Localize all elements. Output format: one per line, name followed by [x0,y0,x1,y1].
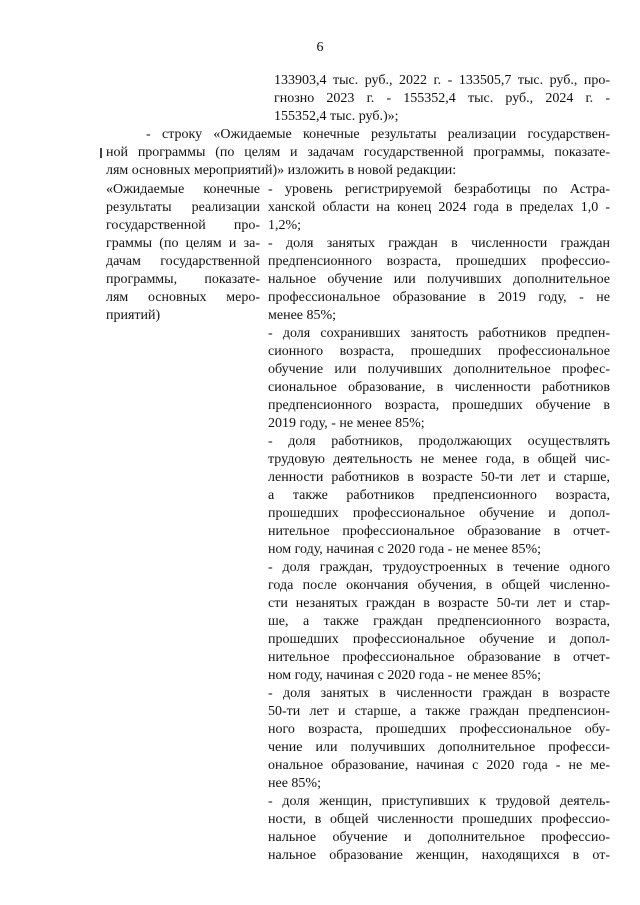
right-cell-line: нальное обучение или получивших дополнительное [268,272,610,287]
left-cell-line: граммы (по целям и за- [106,236,260,251]
left-cell-line: дачам государственной [106,254,260,269]
left-cell-line: лям основных меро- [106,290,260,305]
right-cell-line: - доля занятых в численности граждан в возрасте [268,686,610,701]
right-cell-line: нее 85%; [268,776,321,791]
right-cell-line: ном году, начиная с 2020 года - не менее 85%; [268,668,542,683]
right-cell-line: прошедших профессиональное обучение и допол- [268,506,610,521]
left-cell-line: государственной про- [106,218,260,233]
right-cell-line: - доля работников, продолжающих осуществлять [268,434,610,449]
right-cell-line: нальное обучение и дополнительное профессио- [268,830,610,845]
right-cell-line: - уровень регистрируемой безработицы по Астра- [268,182,610,197]
right-cell-line: ного возраста, прошедших профессиональное обу- [268,722,610,737]
right-cell-line: 2019 году, - не менее 85%; [268,416,425,431]
right-cell-line: ханской области на конец 2024 года в пределах 1,0 - [268,200,610,215]
right-cell-line: предпенсионного возраста, прошедших обучение в [268,398,610,413]
right-cell-line: - доля сохранивших занятость работников предпен- [268,326,610,341]
right-cell-line: предпенсионного возраста, прошедших профессио- [268,254,610,269]
right-cell-line: - доля граждан, трудоустроенных в течение одного [268,560,610,575]
right-cell-line: прошедших профессиональное обучение и допол- [268,632,610,647]
right-cell-line: - доля занятых граждан в численности граждан [268,236,610,251]
left-cell-line: программы, показате- [106,272,260,287]
right-cell-line: ше, а также граждан предпенсионного возраста, [268,614,610,629]
page-number: 6 [316,40,324,55]
right-cell-line: нительное профессиональное образование в отчет- [268,650,610,665]
intro-line: лям основных мероприятий)» изложить в новой редакции: [106,163,457,178]
right-cell-line: сиональное образование, в численности работников [268,380,610,395]
intro-line: - строку «Ожидаемые конечные результаты реализации государствен- [146,127,610,142]
left-cell-line: «Ожидаемые конечные [106,182,260,197]
right-cell-line: 50-ти лет и старше, а также граждан предпенсион- [268,704,610,719]
right-cell-line: 1,2%; [268,218,302,233]
right-cell-line: ональное образование, начиная с 2020 года - не ме- [268,758,610,773]
continuation-line: гнозно 2023 г. - 155352,4 тыс. руб., 2024 г. - [274,91,610,106]
right-cell-line: менее 85%; [268,308,337,323]
right-cell-line: сионного возраста, прошедших профессиональное [268,344,610,359]
right-cell-line: - доля женщин, приступивших к трудовой деятель- [268,794,610,809]
right-cell-line: сти незанятых граждан в возрасте 50-ти лет и стар- [268,596,610,611]
right-cell-line: ном году, начиная с 2020 года - не менее 85%; [268,542,542,557]
right-cell-line: ности, в общей численности прошедших профессио- [268,812,610,827]
right-cell-line: года после окончания обучения, в общей численно- [268,578,610,593]
intro-line: ной программы (по целям и задачам государственной программы, показате- [106,145,610,160]
right-cell-line: профессиональное образование в 2019 году, - не [268,290,610,305]
right-cell-line: ленности работников в возрасте 50-ти лет и старше, [268,470,610,485]
right-cell-line: трудовую деятельность не менее года, в общей чис- [268,452,610,467]
margin-mark [100,148,102,158]
right-cell-line: чение или получивших дополнительное професси- [268,740,610,755]
left-cell-line: приятий) [106,308,161,323]
left-cell-line: результаты реализации [106,200,260,215]
continuation-line: 155352,4 тыс. руб.)»; [274,109,399,124]
right-cell-line: нальное образование женщин, находящихся в от- [268,848,610,863]
right-cell-line: обучение или получивших дополнительное профес- [268,362,610,377]
continuation-line: 133903,4 тыс. руб., 2022 г. - 133505,7 тыс. руб., про- [274,73,610,88]
right-cell-line: нительное профессиональное образование в отчет- [268,524,610,539]
right-cell-line: а также работников предпенсионного возраста, [268,488,610,503]
